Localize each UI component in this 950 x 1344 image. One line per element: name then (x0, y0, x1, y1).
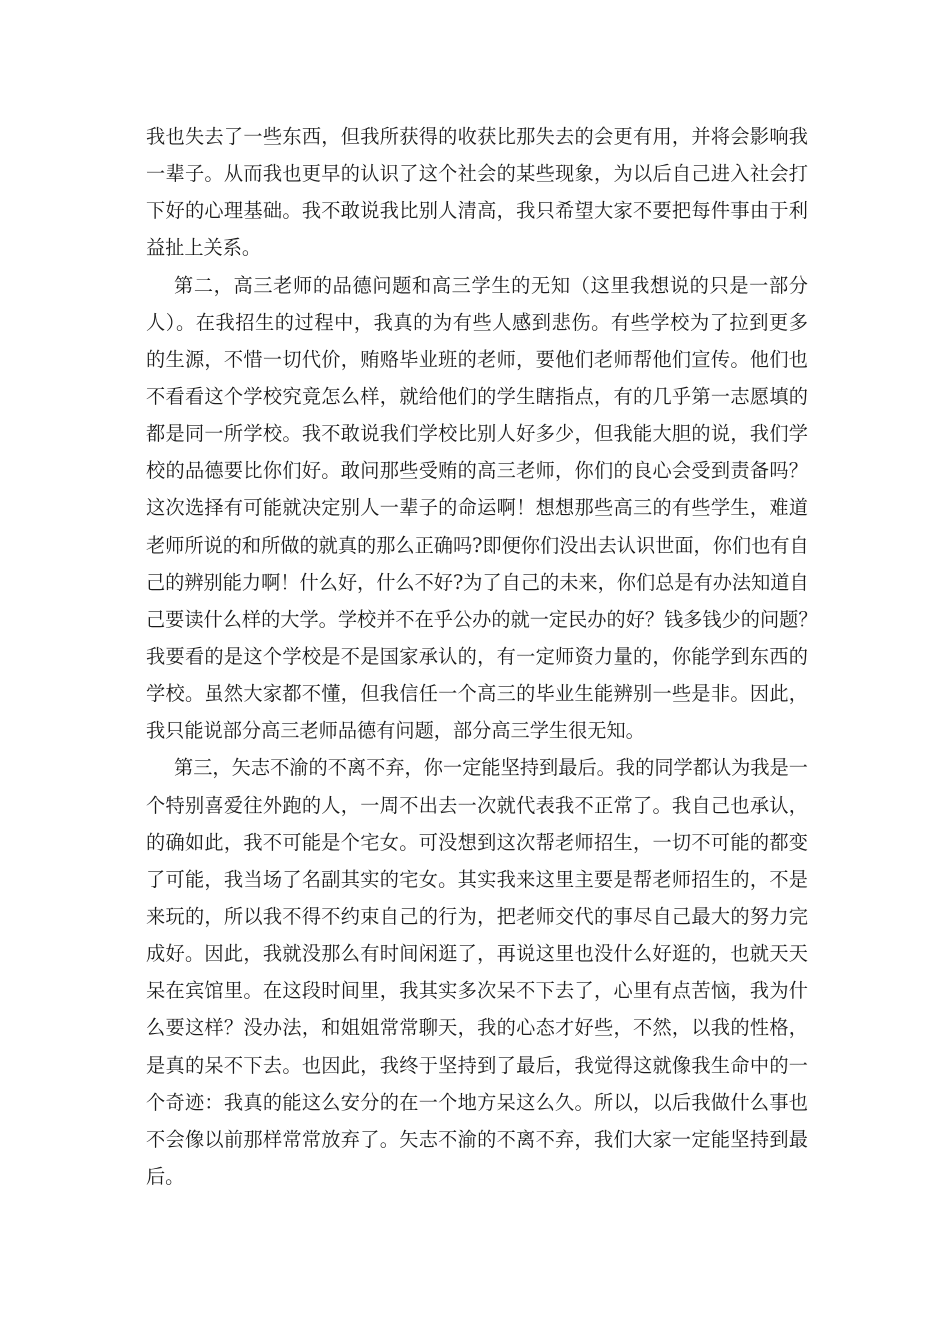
text-line: 第二，高三老师的品德问题和高三学生的无知（这里我想说的只是一部分 (174, 273, 808, 297)
text-line: 不看看这个学校究竟怎么样，就给他们的学生瞎指点，有的几乎第一志愿填的 (146, 384, 808, 408)
text-line: 后。 (146, 1164, 185, 1188)
text-line: 来玩的，所以我不得不约束自己的行为，把老师交代的事尽自己最大的努力完 (146, 904, 808, 928)
text-line: 了可能，我当场了名副其实的宅女。其实我来这里主要是帮老师招生的，不是 (146, 867, 808, 891)
paragraph (146, 749, 808, 1195)
text-line: 益扯上关系。 (146, 236, 262, 260)
text-line: 呆在宾馆里。在这段时间里，我其实多次呆不下去了，心里有点苦恼，我为什 (146, 979, 808, 1003)
text-line: 的生源，不惜一切代价，贿赂毕业班的老师，要他们老师帮他们宣传。他们也 (146, 347, 808, 371)
text-line: 么要这样？没办法，和姐姐常常聊天，我的心态才好些，不然，以我的性格， (146, 1016, 808, 1040)
text-line: 我只能说部分高三老师品德有问题，部分高三学生很无知。 (146, 719, 645, 743)
text-line: 老师所说的和所做的就真的那么正确吗?即便你们没出去认识世面，你们也有自 (146, 533, 809, 557)
text-line: 是真的呆不下去。也因此，我终于坚持到了最后，我觉得这就像我生命中的一 (146, 1053, 808, 1077)
text-line: 都是同一所学校。我不敢说我们学校比别人好多少，但我能大胆的说，我们学 (146, 422, 808, 446)
text-line: 个奇迹：我真的能这么安分的在一个地方呆这么久。所以，以后我做什么事也 (146, 1090, 808, 1114)
text-line: 学校。虽然大家都不懂，但我信任一个高三的毕业生能辨别一些是非。因此， (146, 682, 808, 706)
text-line: 一辈子。从而我也更早的认识了这个社会的某些现象，为以后自己进入社会打 (146, 162, 808, 186)
text-line: 人）。在我招生的过程中，我真的为有些人感到悲伤。有些学校为了拉到更多 (146, 310, 808, 334)
body-text (146, 118, 818, 1195)
text-line: 我要看的是这个学校是不是国家承认的，有一定师资力量的，你能学到东西的 (146, 644, 808, 668)
paragraph (146, 267, 818, 750)
text-line: 的确如此，我不可能是个宅女。可没想到这次帮老师招生，一切不可能的都变 (146, 830, 808, 854)
text-line: 不会像以前那样常常放弃了。矢志不渝的不离不弃，我们大家一定能坚持到最 (146, 1127, 808, 1151)
text-line: 下好的心理基础。我不敢说我比别人清高，我只希望大家不要把每件事由于利 (146, 199, 808, 223)
text-line: 我也失去了一些东西，但我所获得的收获比那失去的会更有用，并将会影响我 (146, 125, 808, 148)
text-line: 己要读什么样的大学。学校并不在乎公办的就一定民办的好？钱多钱少的问题？ (146, 607, 818, 631)
text-line: 这次选择有可能就决定别人一辈子的命运啊！想想那些高三的有些学生，难道 (146, 496, 808, 520)
text-line: 己的辨别能力啊！什么好，什么不好?为了自己的未来，你们总是有办法知道自 (146, 570, 809, 594)
paragraph (146, 118, 808, 267)
text-line: 第三，矢志不渝的不离不弃，你一定能坚持到最后。我的同学都认为我是一 (174, 756, 808, 780)
text-line: 个特别喜爱往外跑的人，一周不出去一次就代表我不正常了。我自己也承认， (146, 793, 808, 817)
text-line: 成好。因此，我就没那么有时间闲逛了，再说这里也没什么好逛的，也就天天 (146, 942, 808, 966)
text-line: 校的品德要比你们好。敢问那些受贿的高三老师，你们的良心会受到责备吗？ (146, 459, 808, 483)
